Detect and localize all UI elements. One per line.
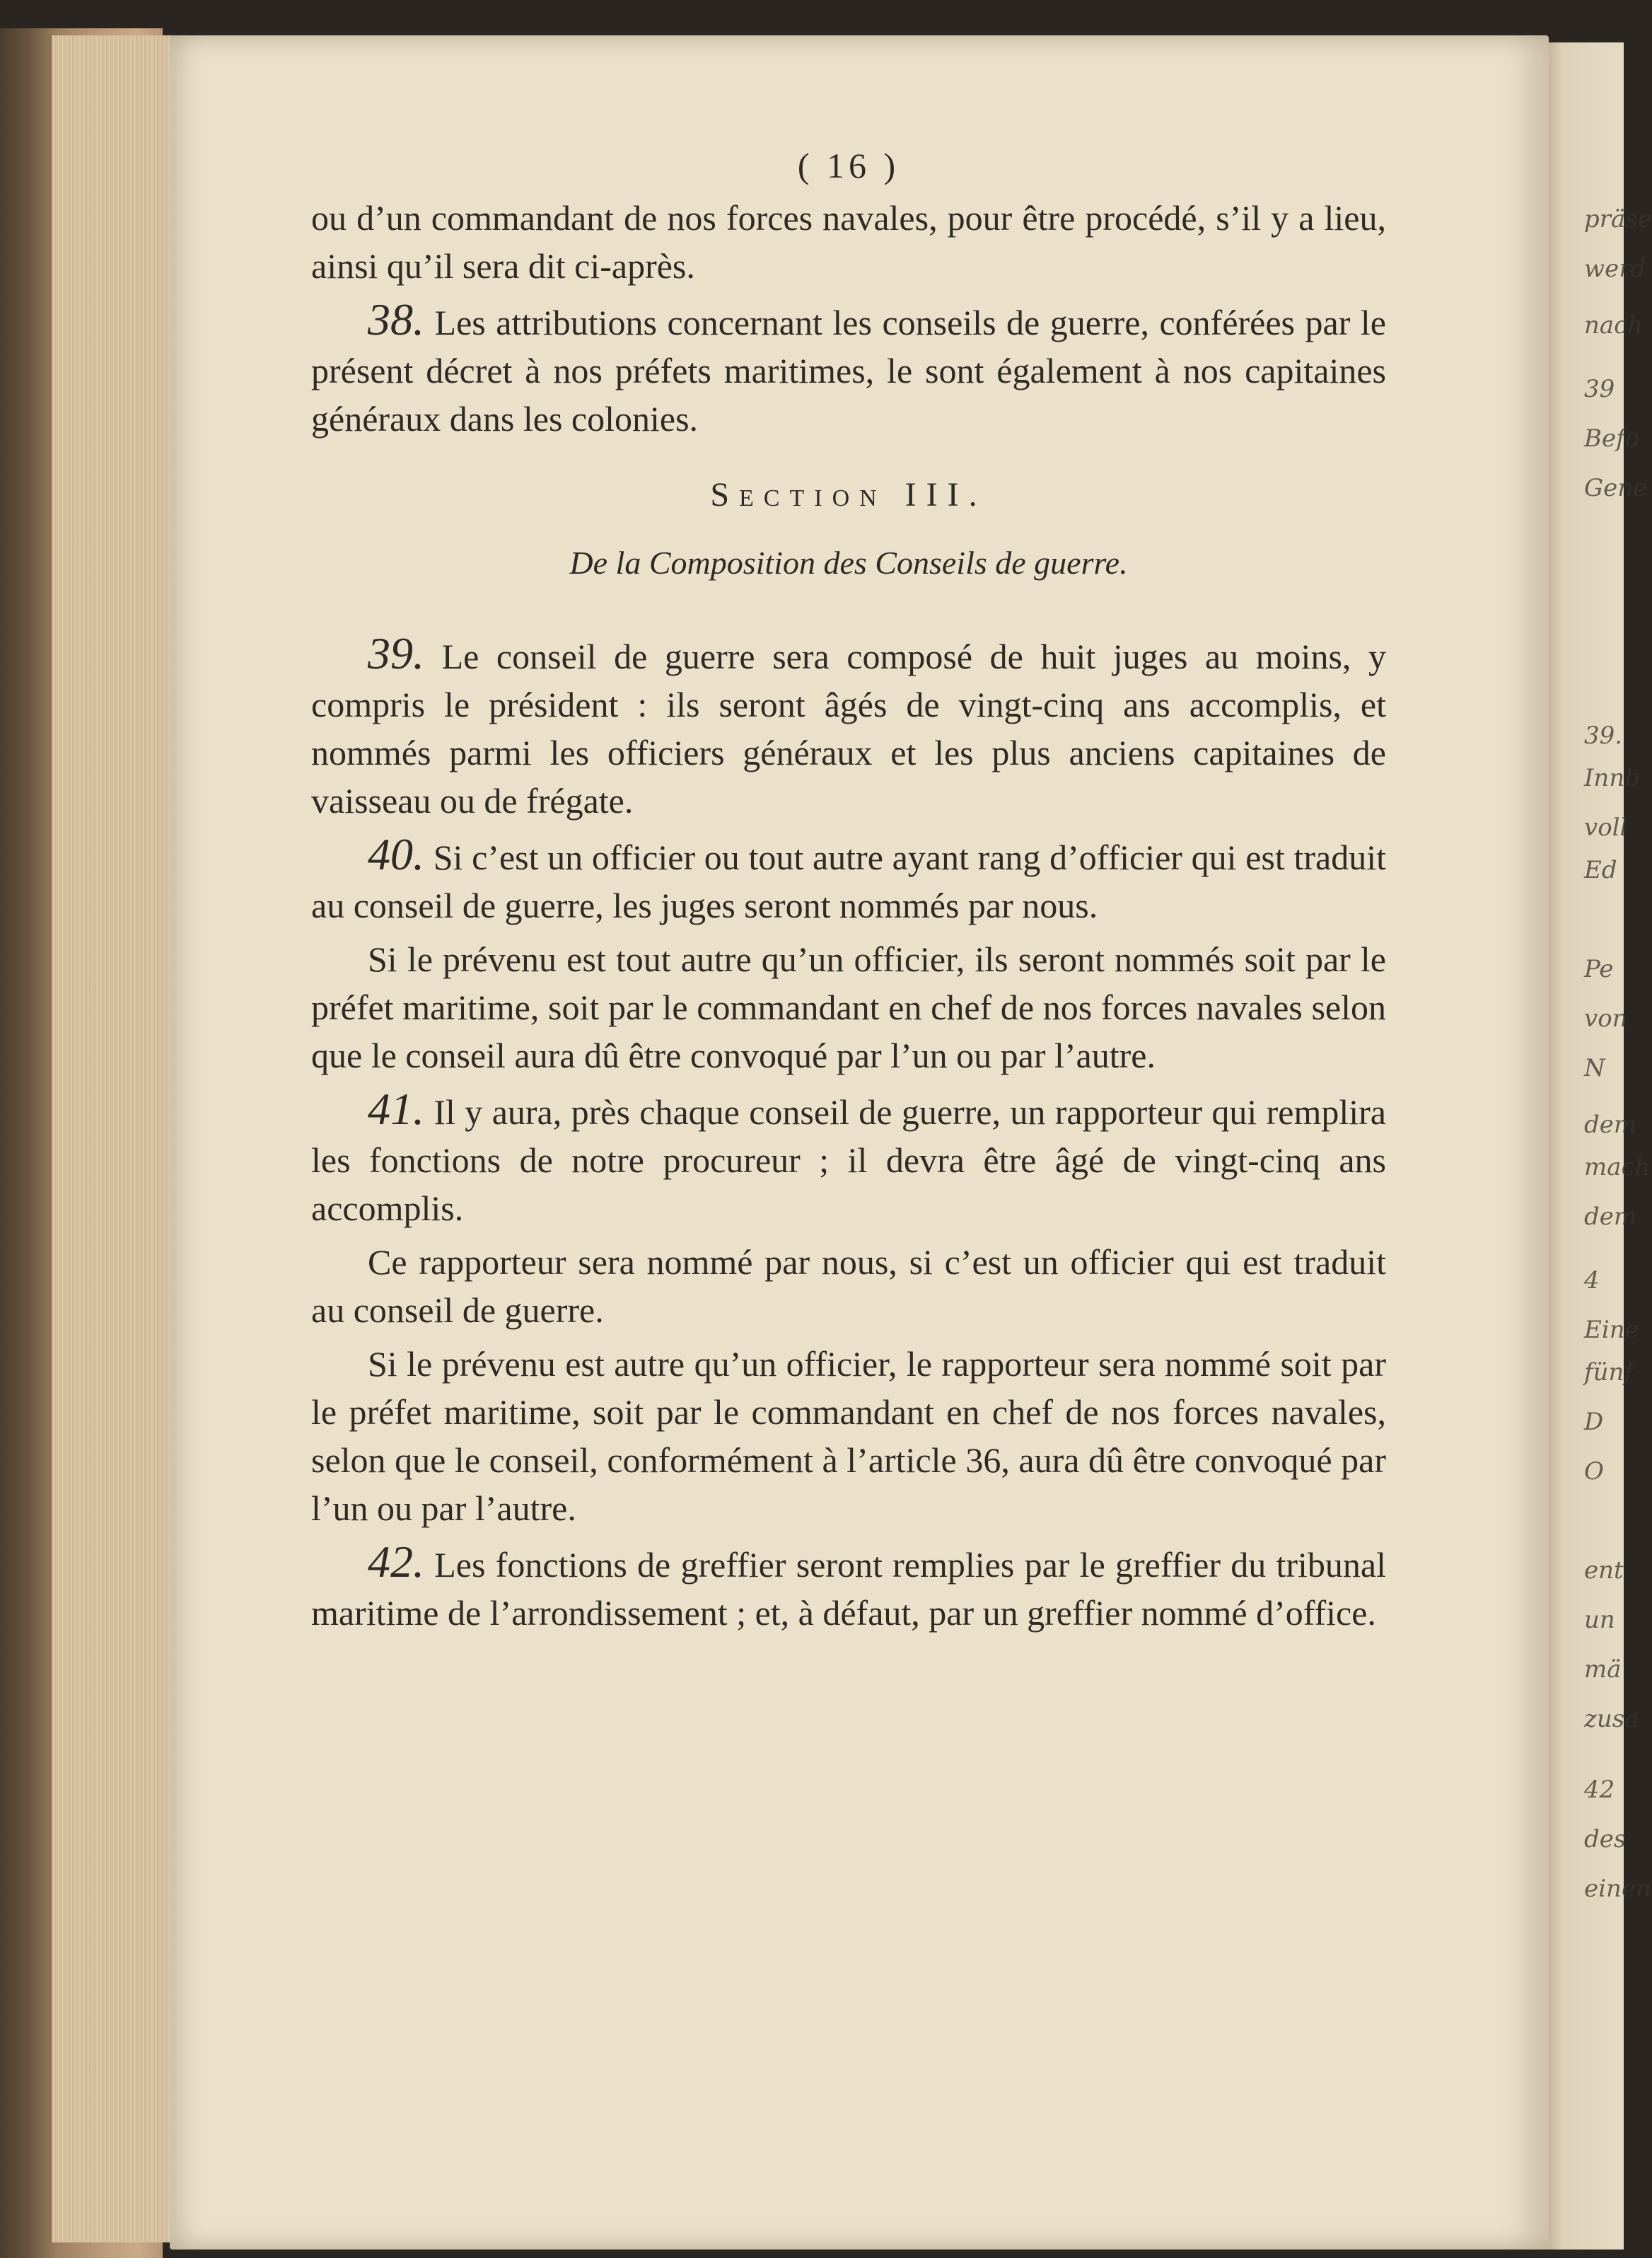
article-text: Le conseil de guerre sera composé de huit juges au moins, y compris le président : ils seront âgés de vingt-cinq ans accomplis, et nommés parmi les officiers généraux et les plus anciens capitaines de vaisseau ou de frégate. <box>311 637 1386 821</box>
article-40 <box>311 830 1386 930</box>
adjacent-page-fragment: nach <box>1584 311 1644 340</box>
article-41-paragraph: Si le prévenu est autre qu’un officier, le rapporteur sera nommé soit par le préfet maritime, soit par le commandant en chef de nos forces navales, selon que le conseil, conformément à l’article 36, aura dû être convoqué par l’un ou par l’autre. <box>311 1344 1386 1528</box>
adjacent-page-fragment: un <box>1584 1606 1615 1634</box>
adjacent-page-fragment: 42 <box>1584 1776 1615 1804</box>
adjacent-page-fragment: Gene <box>1584 474 1648 502</box>
article-42 <box>311 1538 1386 1637</box>
article-number: 40. <box>368 829 424 879</box>
adjacent-page-fragment: werd <box>1584 255 1646 283</box>
article-39 <box>311 630 1386 825</box>
adjacent-page-fragment: voll <box>1584 814 1628 842</box>
section-title: Section III. <box>710 476 987 514</box>
adjacent-page-fragment: Eine <box>1584 1316 1639 1344</box>
article-number: 38. <box>368 294 424 345</box>
adjacent-page-fragment: einen <box>1584 1875 1651 1903</box>
adjacent-page-fragment: des <box>1584 1825 1627 1853</box>
page-content <box>311 141 1386 1643</box>
adjacent-page-fragment: Pe <box>1584 955 1614 983</box>
page-stack <box>50 35 179 2242</box>
adjacent-page-fragment: zusa <box>1584 1705 1639 1733</box>
article-text: Si c’est un officier ou tout autre ayant rang d’officier qui est traduit au conseil de guerre, les juges seront nommés par nous. <box>311 838 1387 925</box>
adjacent-page-fragment: 39 <box>1584 375 1615 403</box>
adjacent-page-fragment: N <box>1584 1054 1605 1082</box>
adjacent-page-fragment: Ed <box>1584 856 1617 884</box>
page-number: ( 16 ) <box>797 146 900 185</box>
article-text: Les attributions concernant les conseils de guerre, conférées par le présent décret à nos préfets maritimes, le sont également à nos capitaines généraux dans les colonies. <box>311 303 1386 439</box>
article-41-paragraph: Ce rapporteur sera nommé par nous, si c’est un officier qui est traduit au conseil de guerre. <box>311 1242 1386 1330</box>
article-number: 39. <box>368 628 424 678</box>
adjacent-page-fragment: präse <box>1584 205 1652 233</box>
adjacent-page <box>1542 42 1627 2250</box>
adjacent-page-fragment: O <box>1584 1457 1604 1486</box>
section-subtitle: De la Composition des Conseils de guerre. <box>569 545 1128 581</box>
adjacent-page-fragment: Innb <box>1584 764 1640 792</box>
adjacent-page-fragment: 4 <box>1584 1266 1600 1295</box>
article-text: Les fonctions de greffier seront remplies par le greffier du tribunal maritime de l’arrondissement ; et, à défaut, par un greffier nommé d’office. <box>311 1545 1387 1633</box>
adjacent-page-fragment: ent <box>1584 1556 1624 1585</box>
article-number: 42. <box>368 1536 424 1587</box>
article-41 <box>311 1085 1386 1232</box>
adjacent-page-fragment: Befo <box>1584 424 1640 453</box>
article-40-paragraph: Si le prévenu est tout autre qu’un officier, ils seront nommés soit par le préfet maritime, soit par le commandant en chef de nos forces navales selon que le conseil aura dû être convoqué par l’un ou par l’autre. <box>311 939 1386 1075</box>
adjacent-page-fragment: mä <box>1584 1655 1622 1684</box>
adjacent-page-fragment: fünf <box>1584 1358 1633 1386</box>
adjacent-page-fragment: von <box>1584 1004 1628 1033</box>
paragraph-continuation: ou d’un commandant de nos forces navales, pour être procédé, s’il y a lieu, ainsi qu’il sera dit ci-après. <box>311 198 1386 286</box>
article-38 <box>311 296 1386 443</box>
adjacent-page-fragment: dem <box>1584 1111 1637 1139</box>
adjacent-page-fragment: dem <box>1584 1203 1637 1231</box>
adjacent-page-fragment: D <box>1584 1408 1604 1436</box>
article-text: Il y aura, près chaque conseil de guerre, un rapporteur qui remplira les fonctions de notre procureur ; il devra être âgé de vingt-cinq ans accomplis. <box>311 1092 1386 1228</box>
article-number: 41. <box>368 1084 424 1134</box>
adjacent-page-fragment: 39. <box>1584 722 1623 750</box>
adjacent-page-fragment: mach <box>1584 1153 1651 1181</box>
